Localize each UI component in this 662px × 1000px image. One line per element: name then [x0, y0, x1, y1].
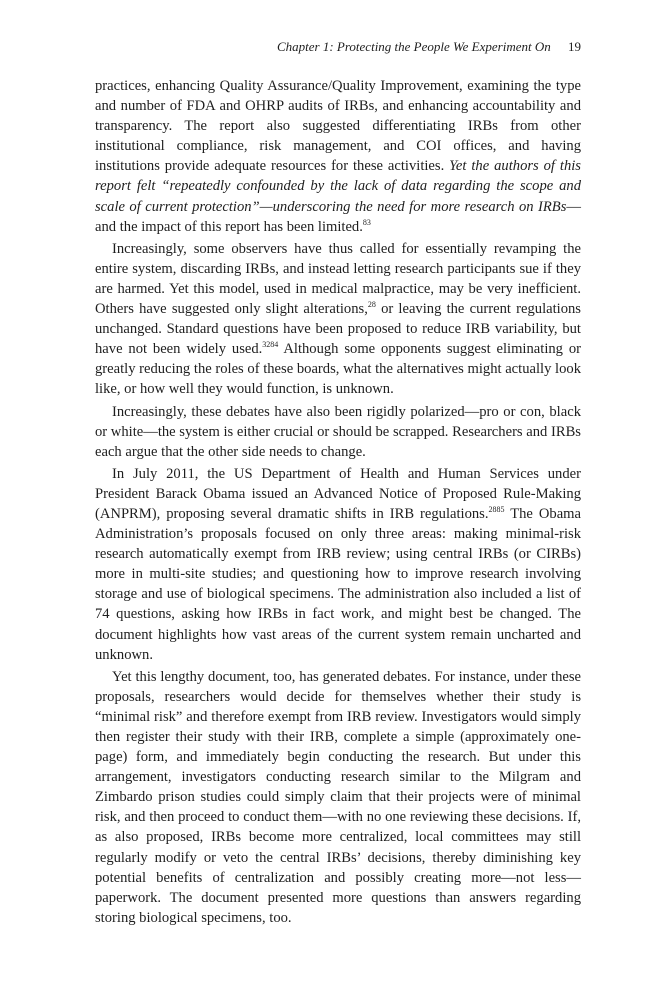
chapter-title: Chapter 1: Protecting the People We Experiment On	[276, 39, 551, 54]
paragraph	[95, 464, 581, 665]
paragraph	[95, 667, 581, 928]
paragraph	[95, 402, 581, 462]
body-text	[95, 76, 581, 928]
text-run: The Obama Administration’s proposals focused on only three areas: making minimal-risk research automatically exempt from IRB review; using central IRBs (or CIRBs) more in multi-site studies; and questioning how to improve research involving storage and use of biological specimens. The administration also included a list of 74 questions, asking how IRBs in fact work, and might best be changed. The document highlights how vast areas of the current system remain uncharted and unknown.	[95, 505, 581, 663]
text-run: Increasingly, these debates have also been rigidly polarized—pro or con, black or white—the system is either crucial or should be scrapped. Researchers and IRBs each argue that the other side needs to change.	[95, 403, 581, 460]
text-run: Increasingly, some observers have thus called for essentially revamping the entire system, discarding IRBs, and instead letting research participants sue if they are harmed. Yet this model, used in medical malpractice, may be very inefficient. Others have suggested only slight alterations,	[95, 240, 581, 318]
footnote-ref: 83	[362, 217, 371, 227]
book-page	[95, 38, 581, 928]
paragraph	[95, 239, 581, 400]
footnote-ref: 28	[367, 300, 376, 310]
footnote-ref: 3284	[262, 340, 279, 350]
text-run: In July 2011, the US Department of Health and Human Services under President Barack Obama issued an Advanced Notice of Proposed Rule-Making (ANPRM), proposing several dramatic shifts in IRB regulations.	[95, 465, 581, 522]
page-number: 19	[568, 39, 581, 54]
italic-text: Yet the authors of this report felt “repeatedly confounded by the lack of data regarding the scope and scale of current protection”—underscoring the need for more research on IRBs	[95, 158, 581, 215]
text-run: practices, enhancing Quality Assurance/Quality Improvement, examining the type and number of FDA and OHRP audits of IRBs, and enhancing accountability and transparency. The report also suggested differentiating IRBs from other institutional compliance, risk management, and COI offices, and having institutions provide adequate resources for these activities.	[95, 78, 581, 175]
running-head	[95, 38, 581, 56]
paragraph	[95, 76, 581, 237]
text-run: —and the impact of this report has been limited.	[95, 198, 581, 235]
text-run: Although some opponents suggest eliminating or greatly reducing the roles of these boards, what the alternatives might actually look like, or how well they would function, is unknown.	[95, 341, 581, 398]
text-run: Yet this lengthy document, too, has generated debates. For instance, under these proposals, researchers would decide for themselves whether their study is “minimal risk” and therefore exempt from IRB review. Investigators would simply then register their study with their IRB, complete a simple (approximately one-page) form, and immediately begin conducting the research. But under this arrangement, investigators conducting research similar to the Milgram and Zimbardo prison studies could simply claim that their projects were of minimal risk, and then proceed to conduct them—with no one reviewing these decisions. If, as also proposed, IRBs become more centralized, local committees may still regularly modify or veto the central IRBs’ decisions, thereby diminishing key potential benefits of centralization and possibly creating more—not less—paperwork. The document presented more questions than answers regarding storing biological specimens, too.	[95, 668, 581, 926]
text-run: or leaving the current regulations unchanged. Standard questions have been proposed to reduce IRB variability, but have not been widely used.	[95, 301, 581, 358]
footnote-ref: 2885	[488, 504, 505, 514]
